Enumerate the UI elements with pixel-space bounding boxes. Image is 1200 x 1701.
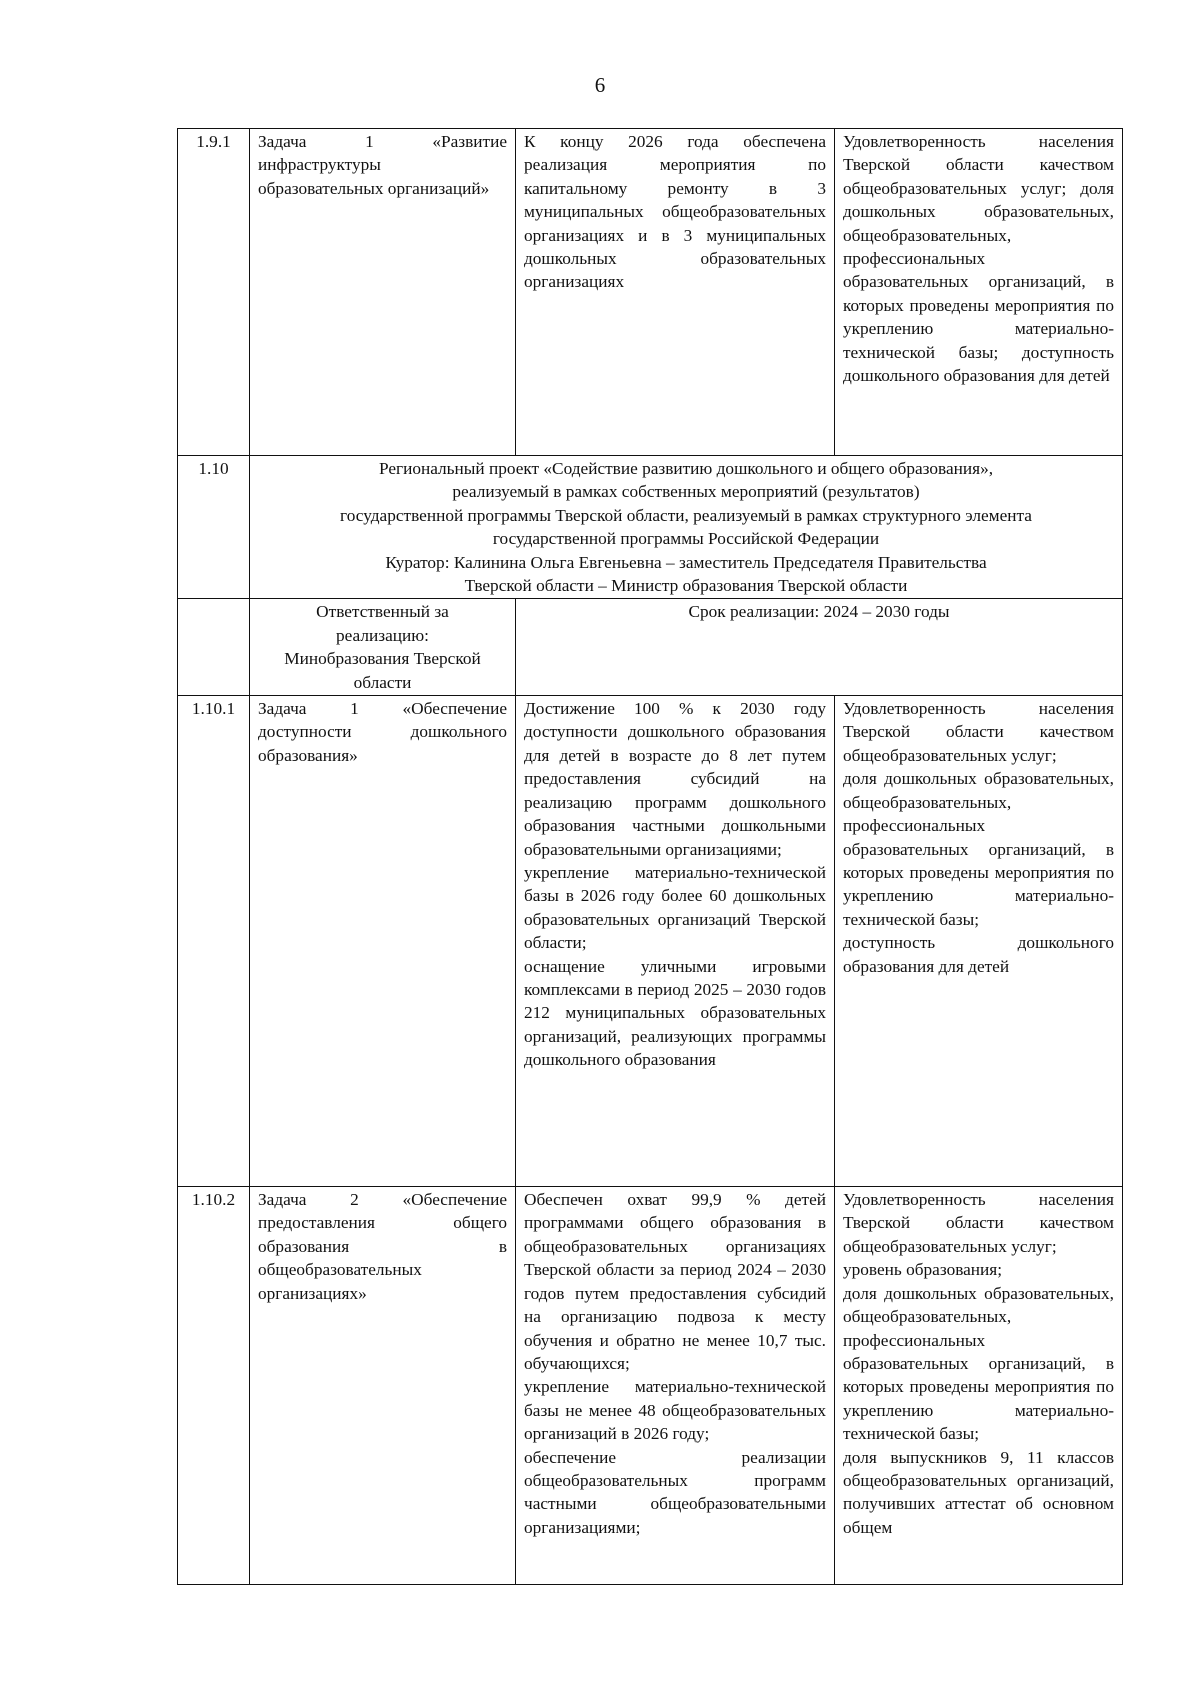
curator-line: Тверской области – Министр образования Тверской области [464,576,908,596]
project-line: реализуемый в рамках собственных мероприятий (результатов) [452,482,920,502]
project-line: Региональный проект «Содействие развитию дошкольного и общего образования», [378,459,994,478]
row-number: 1.10 [178,456,250,599]
row-number: 1.10.2 [178,1187,250,1585]
result-paragraph: Обеспечен охват 99,9 % детей программами общего образования в общеобразовательных организациях Тверской области за период 2024 – 2030 годов путем предоставления субсидий на организацию подвоза к месту обучения и обратно не менее 10,7 тыс. обучающихся; [524,1190,826,1373]
indicator-paragraph: доля выпускников 9, 11 классов общеобразовательных организаций, получивших аттестат об основном общем [843,1447,1114,1537]
indicator-paragraph: Удовлетворенность населения Тверской области качеством общеобразовательных услуг; [843,1190,1114,1256]
indicators-cell [835,1187,1123,1585]
indicator-paragraph: Удовлетворенность населения Тверской области качеством общеобразовательных услуг; [843,699,1114,765]
program-table [177,128,1123,1585]
table-row [178,129,1123,456]
indicators-cell [835,696,1123,1187]
responsible-line: Ответственный за [316,602,449,622]
result-paragraph: оснащение уличными игровыми комплексами в период 2025 – 2030 годов 212 муниципальных образовательных организаций, реализующих программы дошкольного образования [524,956,826,1070]
regional-project-cell [250,456,1123,599]
row-number: 1.9.1 [178,129,250,456]
term-cell: Срок реализации: 2024 – 2030 годы [516,599,1123,696]
result-paragraph: укрепление материально-технической базы в 2026 году более 60 дошкольных образовательных организаций Тверской области; [524,862,826,953]
responsible-line: области [353,672,412,692]
table-row [178,696,1123,1187]
responsible-line: Минобразования Тверской [284,649,481,669]
table-row [178,1187,1123,1585]
project-line: государственной программы Российской Федерации [492,529,880,549]
responsible-line: реализацию: [336,625,429,645]
result-cell [516,696,835,1187]
indicator-paragraph: уровень образования; [843,1260,1003,1280]
empty-cell [178,599,250,696]
responsible-cell [250,599,516,696]
task-cell: Задача 2 «Обеспечение предоставления общего образования в общеобразовательных организациях» [250,1187,516,1585]
result-cell: К концу 2026 года обеспечена реализация мероприятия по капитальному ремонту в 3 муниципальных общеобразовательных организациях и в 3 муниципальных дошкольных образовательных организациях [516,129,835,456]
curator-line: Куратор: Калинина Ольга Евгеньевна – заместитель Председателя Правительства [385,552,987,572]
result-cell [516,1187,835,1585]
indicator-paragraph: доступность дошкольного образования для детей [843,933,1114,976]
indicator-paragraph: доля дошкольных образовательных, общеобразовательных, профессиональных образовательных организаций, в которых проведены мероприятия по укреплению материально-технической базы; [843,1283,1114,1444]
table-row [178,599,1123,696]
result-paragraph: Достижение 100 % к 2030 году доступности дошкольного образования для детей в возрасте до 8 лет путем предоставления субсидий на реализацию программ дошкольного образования частными дошкольными образовательными организациями; [524,699,826,859]
indicators-cell: Удовлетворенность населения Тверской области качеством общеобразовательных услуг; доля дошкольных образовательных, общеобразовательных, профессиональных образовательных организаций, в которых проведены мероприятия по укреплению материально-технической базы; доступность дошкольного образования для детей [835,129,1123,456]
row-number: 1.10.1 [178,696,250,1187]
task-cell: Задача 1 «Обеспечение доступности дошкольного образования» [250,696,516,1187]
indicator-paragraph: доля дошкольных образовательных, общеобразовательных, профессиональных образовательных организаций, в которых проведены мероприятия по укреплению материально-технической базы; [843,769,1114,929]
result-paragraph: укрепление материально-технической базы не менее 48 общеобразовательных организаций в 2026 году; [524,1377,826,1444]
project-line: государственной программы Тверской области, реализуемый в рамках структурного элемента [340,505,1032,525]
task-cell: Задача 1 «Развитие инфраструктуры образовательных организаций» [250,129,516,456]
page-number: 6 [594,73,606,97]
result-paragraph: обеспечение реализации общеобразовательных программ частными общеобразовательными организациями; [524,1447,826,1537]
table-row [178,456,1123,599]
